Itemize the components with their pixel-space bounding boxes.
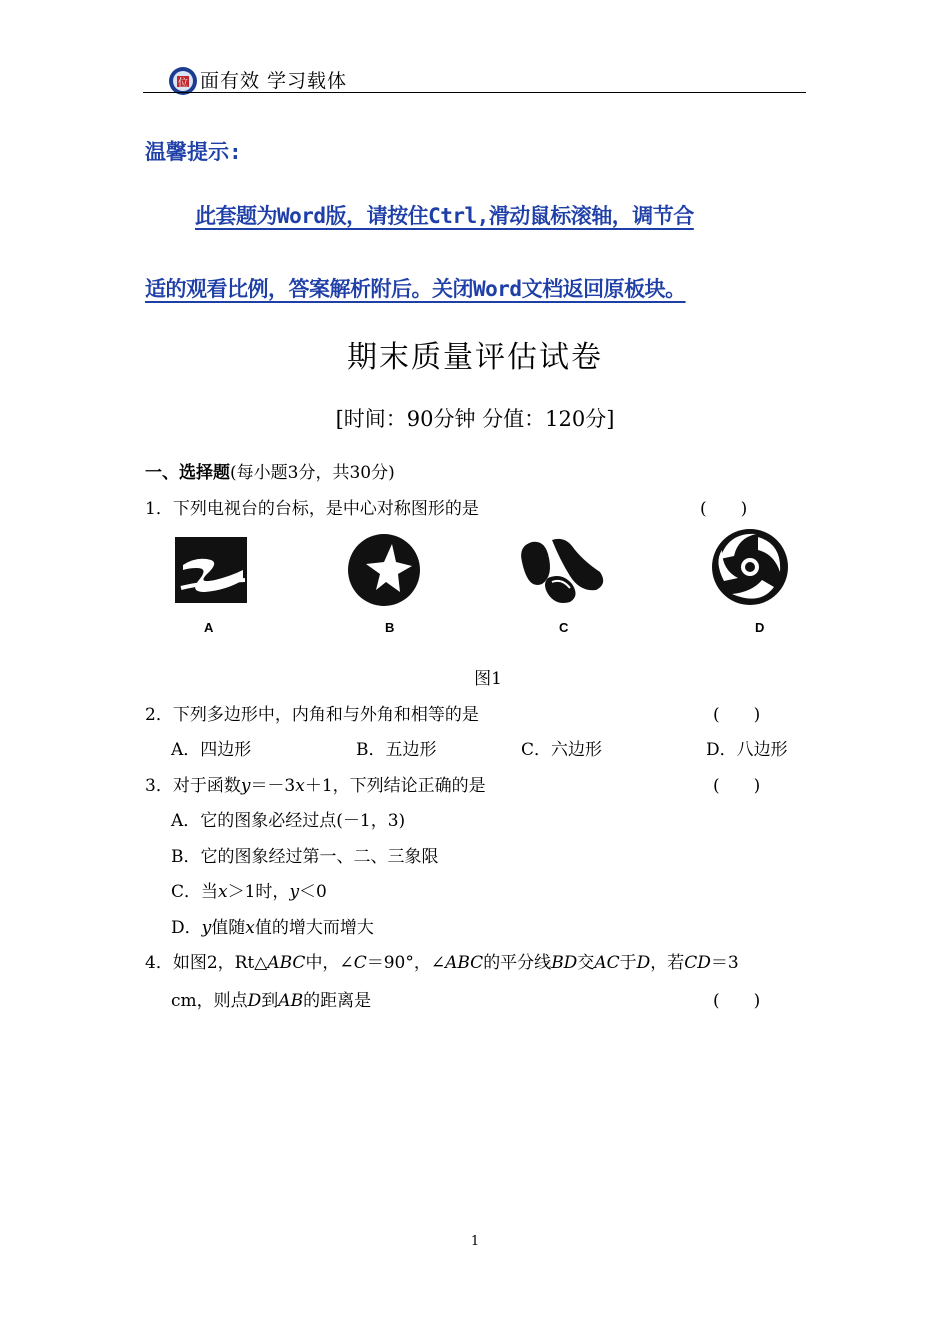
figure-d-label: D <box>755 620 765 635</box>
section-note: (每小题3分，共30分) <box>230 463 395 483</box>
q4-p3: ＝90°，∠ <box>366 953 446 973</box>
q4-p1: 4．如图2，Rt△ <box>145 953 268 973</box>
q3-option-c <box>171 877 327 902</box>
header-divider <box>143 92 806 93</box>
q1-answer-paren: ( ) <box>700 499 748 519</box>
q4-d1: D <box>636 953 651 973</box>
q4-p5: 交 <box>577 953 595 973</box>
q3d-mid: 值随 <box>211 918 246 938</box>
q3c-y: y <box>289 882 300 902</box>
q4-cd: CD <box>684 953 711 973</box>
q3d-y: y <box>201 918 212 938</box>
q4-p8: ＝3 <box>710 953 739 973</box>
q4-ab: AB <box>278 991 304 1011</box>
q4-abc2: ABC <box>445 953 484 973</box>
figure-b-label: B <box>385 620 395 635</box>
q3-option-b: B．它的图象经过第一、二、三象限 <box>171 847 439 867</box>
q2-option-b: B．五边形 <box>356 740 437 760</box>
figure-a-label: A <box>204 620 214 635</box>
q3-stem <box>145 771 486 796</box>
section-heading <box>145 458 395 483</box>
q4-l2-post: 的距离是 <box>303 991 372 1011</box>
q2-option-c: C．六边形 <box>521 740 603 760</box>
figure-a-logo <box>175 532 249 608</box>
q4-p7: ，若 <box>650 953 685 973</box>
q3-var-x: x <box>295 776 305 796</box>
q4-p2: 中，∠ <box>305 953 354 973</box>
figure-c-label: C <box>559 620 569 635</box>
section-title: 一、选择题 <box>145 463 230 483</box>
tip-line-2[interactable]: 适的观看比例，答案解析附后。关闭Word文档返回原板块。 <box>145 277 686 301</box>
q2-stem: 2．下列多边形中，内角和与外角和相等的是 <box>145 705 479 725</box>
exam-subtitle: [时间：90分钟 分值：120分] <box>335 407 615 431</box>
figure-c-logo <box>518 532 606 610</box>
exam-title: 期末质量评估试卷 <box>347 340 603 375</box>
q3-stem-mid: ＝－3 <box>250 776 296 796</box>
q3-stem-pre: 3．对于函数 <box>145 776 241 796</box>
q4-c: C <box>353 953 367 973</box>
figure-1-caption: 图1 <box>474 669 502 689</box>
page-number: 1 <box>470 1234 480 1249</box>
q4-answer-paren: ( ) <box>713 991 761 1011</box>
q3c-x: x <box>218 882 228 902</box>
q4-l2-mid: 到 <box>261 991 279 1011</box>
q1-stem: 1．下列电视台的台标，是中心对称图形的是 <box>145 499 479 519</box>
q3-option-a: A．它的图象必经过点(－1，3) <box>171 811 406 831</box>
tip-line-1[interactable]: 此套题为Word版，请按住Ctrl,滑动鼠标滚轴，调节合 <box>195 204 694 228</box>
figure-b-logo <box>346 532 422 612</box>
q4-p6: 于 <box>619 953 637 973</box>
q4-bd: BD <box>551 953 578 973</box>
q4-p4: 的平分线 <box>483 953 552 973</box>
q3d-pre: D． <box>171 918 202 938</box>
q3c-mid: ＞1时， <box>227 882 290 902</box>
figure-d-logo <box>708 526 792 612</box>
tip-title: 温馨提示: <box>145 140 242 164</box>
q4-stem-line1 <box>145 948 739 973</box>
q4-abc1: ABC <box>267 953 306 973</box>
q3-answer-paren: ( ) <box>713 776 761 796</box>
q3-var-y: y <box>240 776 251 796</box>
q2-answer-paren: ( ) <box>713 705 761 725</box>
q4-d2: D <box>247 991 262 1011</box>
header-title: 面有效 学习载体 <box>200 70 348 92</box>
q3d-x: x <box>245 918 255 938</box>
q2-option-a: A．四边形 <box>171 740 252 760</box>
q3c-post: ＜0 <box>299 882 327 902</box>
q3-stem-post: ＋1，下列结论正确的是 <box>304 776 486 796</box>
q3d-post: 值的增大而增大 <box>254 918 374 938</box>
q4-l2-pre: cm，则点 <box>171 991 248 1011</box>
q3c-pre: C．当 <box>171 882 219 902</box>
q3-option-d <box>171 913 374 938</box>
svg-text:位: 位 <box>178 78 188 89</box>
q4-ac: AC <box>594 953 620 973</box>
q4-stem-line2 <box>171 986 371 1011</box>
q2-option-d: D．八边形 <box>706 740 788 760</box>
